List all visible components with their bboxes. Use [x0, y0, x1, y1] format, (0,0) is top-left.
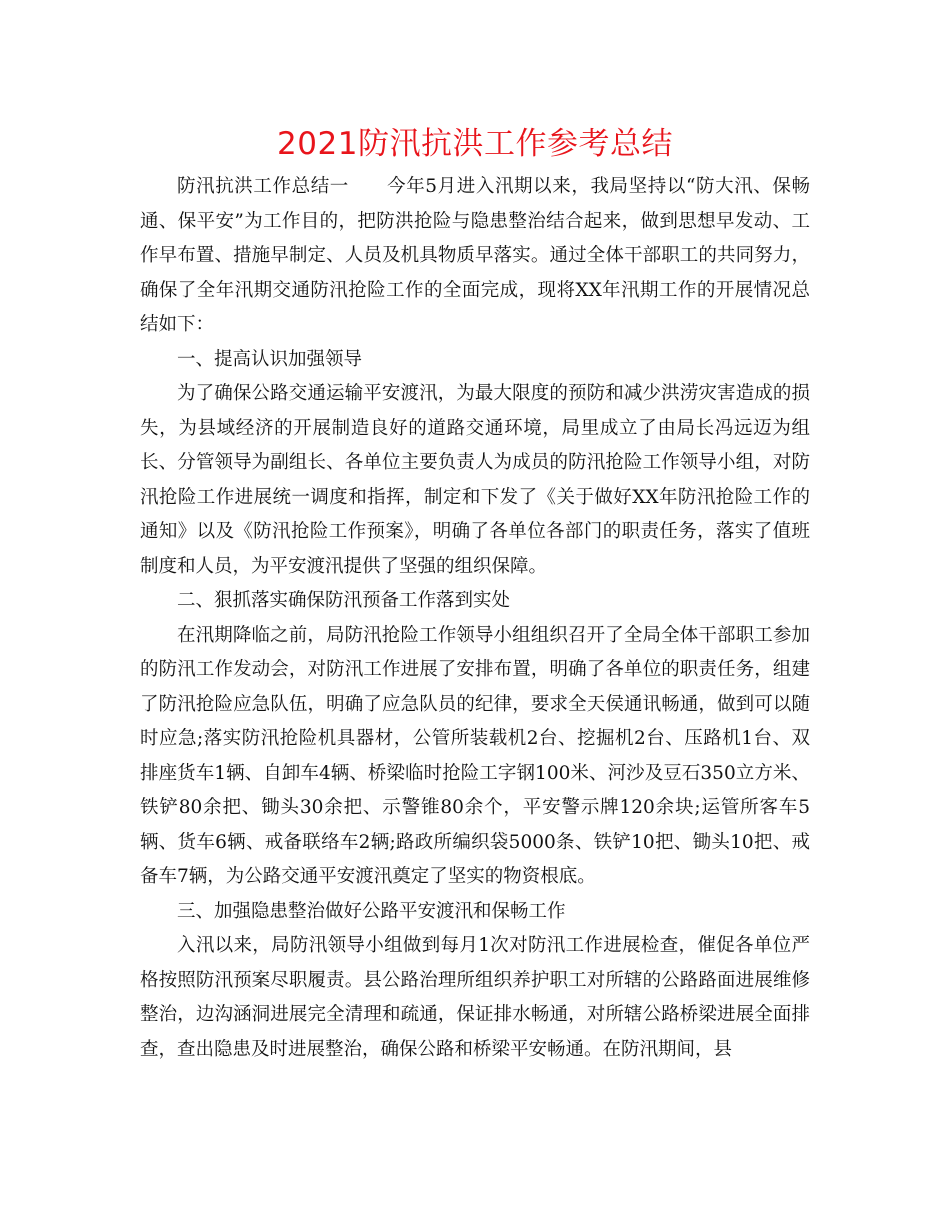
paragraph-section-1: 为了确保公路交通运输平安渡汛，为最大限度的预防和减少洪涝灾害造成的损失，为县域经济的开展制造良好的道路交通环境，局里成立了由局长冯远迈为组长、分管领导为副组长、各单位主要负责人为成员的防汛抢险工作领导小组，对防汛抢险工作进展统一调度和指挥，制定和下发了《关于做好XX年防汛抢险工作的通知》以及《防汛抢险工作预案》，明确了各单位各部门的职责任务，落实了值班制度和人员，为平安渡汛提供了坚强的组织保障。 [140, 383, 810, 577]
document-title: 2021防汛抗洪工作参考总结 [277, 126, 673, 162]
section-heading-2: 二、狠抓落实确保防汛预备工作落到实处 [177, 590, 511, 611]
section-heading-3: 三、加强隐患整治做好公路平安渡汛和保畅工作 [177, 900, 566, 922]
paragraph-section-2: 在汛期降临之前，局防汛抢险工作领导小组组织召开了全局全体干部职工参加的防汛工作发动会，对防汛工作进展了安排布置，明确了各单位的职责任务，组建了防汛抢险应急队伍，明确了应急队员的纪律，要求全天侯通讯畅通，做到可以随时应急;落实防汛抢险机具器材，公管所装载机2台、挖掘机2台、压路机1台、双排座货车1辆、自卸车4辆、桥梁临时抢险工字钢100米、河沙及豆石350立方米、铁铲80余把、锄头30余把、示警锥80余个，平安警示牌120余块;运管所客车5辆、货车6辆、戒备联络车2辆;路政所编织袋5000条、铁铲10把、锄头10把、戒备车7辆，为公路交通平安渡汛奠定了坚实的物资根底。 [140, 624, 810, 887]
paragraph-section-3: 入汛以来，局防汛领导小组做到每月1次对防汛工作进展检查，催促各单位严格按照防汛预案尽职履责。县公路治理所组织养护职工对所辖的公路路面进展维修整治，边沟涵洞进展完全清理和疏通，保证排水畅通，对所辖公路桥梁进展全面排查，查出隐患及时进展整治，确保公路和桥梁平安畅通。在防汛期间，县 [140, 935, 810, 1060]
paragraph-intro: 防汛抗洪工作总结一 今年5月进入汛期以来，我局坚持以“防大汛、保畅通、保平安”为工作目的，把防洪抢险与隐患整治结合起来，做到思想早发动、工作早布置、措施早制定、人员及机具物质早落实。通过全体干部职工的共同努力，确保了全年汛期交通防汛抢险工作的全面完成，现将XX年汛期工作的开展情况总结如下： [140, 176, 810, 335]
section-heading-1: 一、提高认识加强领导 [177, 348, 363, 370]
document-page [140, 118, 810, 1067]
